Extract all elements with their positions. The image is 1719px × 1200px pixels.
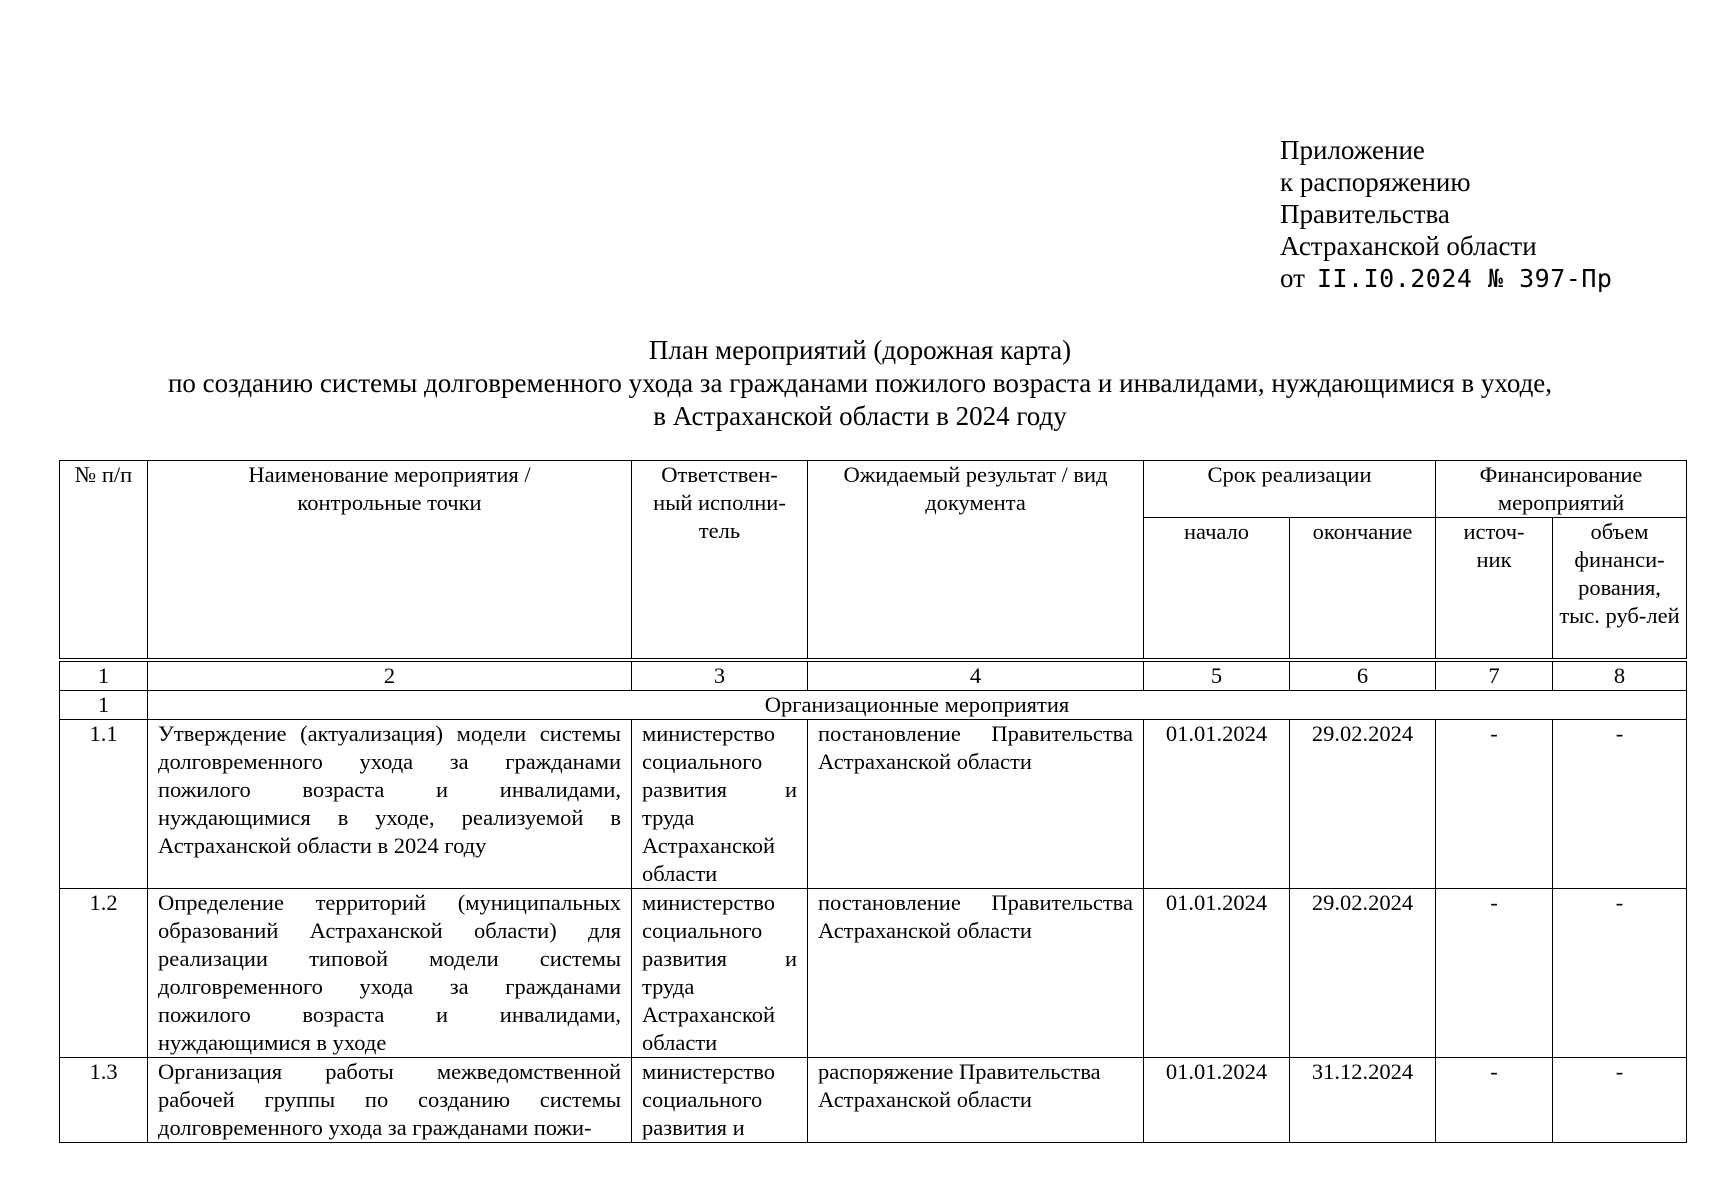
row-name: Определение территорий (муниципальных образований Астраханской области) для реализации типовой модели системы долговременного ухода за гражданами пожилого возраста и инвалидами, нуждающимися в уходе [148,889,632,1058]
row-responsible: министерство социального развития и труда Астраханской области [632,720,808,889]
row-source: - [1436,720,1553,889]
row-end: 29.02.2024 [1290,720,1436,889]
row-name: Утверждение (актуализация) модели системы долговременного ухода за гражданами пожилого возраста и инвалидами, нуждающимися в уходе, реализуемой в Астраханской области в 2024 году [148,720,632,889]
row-num: 1.1 [60,720,148,889]
header-responsible: Ответствен-ный исполни-тель [632,461,808,661]
row-name: Организация работы межведомственной рабочей группы по созданию системы долговременного ухода за гражданами пожи- [148,1058,632,1143]
column-number: 7 [1436,660,1553,691]
column-number: 4 [808,660,1144,691]
roadmap-table [59,460,1687,1143]
order-prefix: от [1280,263,1305,293]
section-title: Организационные мероприятия [148,691,1687,720]
header-term-start: начало [1144,518,1290,661]
row-volume: - [1553,889,1687,1058]
row-volume: - [1553,720,1687,889]
column-number: 3 [632,660,808,691]
section-row [60,691,1687,720]
title-line: План мероприятий (дорожная карта) [648,335,1072,365]
title-line: в Астраханской области в 2024 году [653,401,1067,431]
section-num: 1 [60,691,148,720]
header-volume: объем финанси-рования, тыс. руб-лей [1553,518,1687,661]
column-number: 2 [148,660,632,691]
row-result: распоряжение Правительства Астраханской области [808,1058,1144,1143]
header-name: Наименование мероприятия / контрольные точки [148,461,632,661]
row-source: - [1436,889,1553,1058]
row-result: постановление Правительства Астраханской области [808,889,1144,1058]
column-number: 5 [1144,660,1290,691]
appendix-block [1280,134,1612,295]
row-source: - [1436,1058,1553,1143]
row-start: 01.01.2024 [1144,889,1290,1058]
column-numbers-row [60,660,1687,691]
column-number: 8 [1553,660,1687,691]
header-term: Срок реализации [1144,461,1436,518]
row-end: 31.12.2024 [1290,1058,1436,1143]
appendix-line: к распоряжению [1280,167,1471,197]
row-num: 1.2 [60,889,148,1058]
row-start: 01.01.2024 [1144,720,1290,889]
header-num: № п/п [60,461,148,661]
row-volume: - [1553,1058,1687,1143]
header-term-end: окончание [1290,518,1436,661]
row-result: постановление Правительства Астраханской области [808,720,1144,889]
order-reference [1280,262,1612,295]
column-number: 6 [1290,660,1436,691]
appendix-line: Правительства [1280,199,1450,229]
column-number: 1 [60,660,148,691]
order-stamp: II.I0.2024 № 397-Пр [1316,264,1613,293]
table-row [60,889,1687,1058]
appendix-line: Приложение [1280,135,1425,165]
row-end: 29.02.2024 [1290,889,1436,1058]
row-responsible: министерство социального развития и [632,1058,808,1143]
document-title [60,334,1660,433]
header-row [60,461,1687,518]
header-result: Ожидаемый результат / вид документа [808,461,1144,661]
table-row [60,1058,1687,1143]
row-num: 1.3 [60,1058,148,1143]
header-source: источ-ник [1436,518,1553,661]
header-financing: Финансирование мероприятий [1436,461,1687,518]
row-responsible: министерство социального развития и труда Астраханской области [632,889,808,1058]
title-line: по созданию системы долговременного ухода за гражданами пожилого возраста и инвалидами, нуждающимися в уходе, [167,368,1553,398]
table-row [60,720,1687,889]
row-start: 01.01.2024 [1144,1058,1290,1143]
appendix-line: Астраханской области [1280,231,1537,261]
